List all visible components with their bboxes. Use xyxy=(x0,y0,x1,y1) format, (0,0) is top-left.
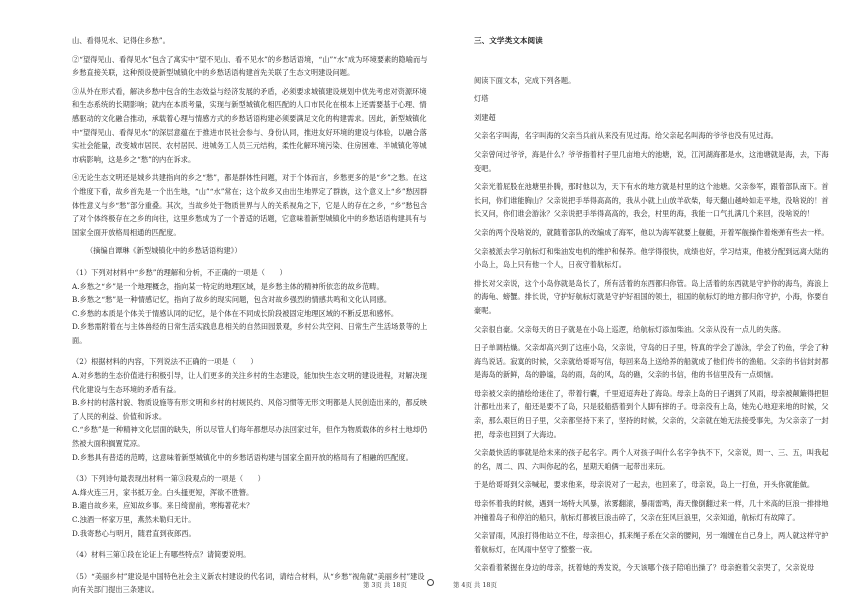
question-1: （1）下列对材料中“乡愁”的理解和分析，不正确的一项是（ ） xyxy=(72,267,287,277)
story-paragraph: 于是给哥哥到父亲喊起，要求他来，母亲说对了一起去，也回来了，母亲说，岛上一打鱼，开头你就能做。 xyxy=(474,480,815,490)
story-title: 灯塔 xyxy=(474,94,489,104)
q1-option-c: C.乡愁的本质是个体关于情感认同的记忆，是个体在不同成长阶段被固定地理区域的不断反思和感怀。 xyxy=(72,308,399,318)
story-paragraph: 排长对父亲说，这个小岛你就是岛长了，所有活着的东西都归你管。岛上活着的东西就是守护你的海鸟，海浪上的海龟、螃蟹。排长说，守护好航标灯就是守护好祖国的领土，祖国的航标灯的地方都归你守护，小海，你要自豪呢。 xyxy=(474,278,829,315)
story-paragraph: 母亲被父亲的描绘给迷住了，带着行囊，千里迢迢奔赴了海岛。母亲上岛的日子遇到了风雨，母亲被颠簸得把胆汁都吐出来了，船还是要不了岛，只是驳船搭着到个人脚有摔的子。母亲没有上岛，她先心地迎来地的时候，父亲，那么艰巨的日子里，父亲都坚持下来了，坚持的时候，父亲的，父亲就在她无法接受事先，为父亲亲了一封把，母亲也回到了大海边。 xyxy=(474,388,829,439)
q3-option-b: B.避自故乡来，应知故乡事。来日绮窗前，寒梅著花未？ xyxy=(72,501,254,511)
passage-paragraph-4: ④无论生态文明还是城乡共建指向的乡之“愁”，都是群体性问题，对于个体而言，乡愁更多的是“乡”之愁。在这个维度下看，故乡首先是一个出生地，“山”“水”常在；这个故乡又由出生地界定了群族，这个意义上“乡”愁因群体性意义与乡“愁”部分重叠。其次，当故乡处于物质世界与人的关系视角之下，它是人的存在之乡，“乡”愁包含了对个体终极存在之乡的向往，这里乡愁成为了一个普适的话题，它意味着新型城镇化中的乡愁话语构建具有与国家全面开放格局相通的匹配度。 xyxy=(72,173,428,237)
passage-paragraph-3: ③从外在形式看，解决乡愁中包含的生态效益与经济发展的矛盾，必须要求城镇建设规划中优先考虑对资源环境和生态系统的长期影响；就内在本质考量，实现与新型城镇化相匹配的人口市民化在根本上还需要基于心理、情感驱动的文化融合推动，承载着心理与情感方式的乡愁话语构建必须要满足文化的构建需求。因此，新型城镇化中“望得见山、看得见水”的深层意蕴在于推进市民社会参与、身份认同，推进友好环境的建设与体验，以融合落实社会能量，改变城市居民、农村居民、进城务工人员三元结构，柔性化解环境污染、住房困难、半城镇化等城市病影响，这是乡之“愁”的内在诉求。 xyxy=(72,86,427,164)
question-5: （5）“美丽乡村”建设是中国特色社会主义新农村建设的代名词，请结合材料，从“乡愁”视角就“美丽乡村”建设向有关部门提出三条建议。 xyxy=(72,571,425,595)
question-4: （4）材料三第①段在论证上有哪些特点？请简要说明。 xyxy=(72,550,251,560)
left-page-number: 第 3页 共 18页 xyxy=(363,581,407,589)
passage-paragraph-2: ②“望得见山、看得见水”包含了寓实中“望不见山、看不见水”的乡愁话语境，“山”“水”成为环境要素的隐喻而与乡愁直接关联，这种预设使新型城镇化中的乡愁话语构建首先关联了生态文明建设问题。 xyxy=(72,54,428,78)
story-paragraph: 父亲很自豪。父亲每天的日子就是在小岛上巡逻，给航标灯添加柴油。父亲从没有一点儿的失落。 xyxy=(474,324,786,334)
story-paragraph: 父亲光着屁股在池塘里扑腾，那时他以为，天下有水的地方就是村里的这个池塘。父亲参军，跟着部队南下。首长问，你们谁能胸山？父亲说把手举得高高的，我从小就上山放羊砍柴，每天翻山越岭如走平地，没啥说的！首长又问，你们谁会游泳？父亲说把手举得高高的，我会，村里的海，我能一口气扎满几个来回，没啥说的！ xyxy=(474,182,829,219)
q3-option-a: A.烽火连三月，家书抵万金。白头搔更短，浑欲不胜簪。 xyxy=(72,487,254,497)
story-paragraph: 父亲名字叫海，名字叫海的父亲当兵前从来没有见过海。给父亲起名叫海的爷爷也没有见过海。 xyxy=(474,131,778,141)
story-paragraph: 父亲看着紧握在身边的母亲，抚着她的秀发说，今天该哪个孩子陪咱出操了？母亲抱着父亲哭了，父亲说母 xyxy=(474,563,815,573)
question-3: （3）下列诗句最表现出材料一第③段观点的一项是（ ） xyxy=(72,474,265,484)
source-citation: （摘编自谭琳《新型城镇化中的乡愁话语构建》） xyxy=(86,246,242,256)
q3-option-d: D.我寄愁心与明月，随君直到夜郎西。 xyxy=(72,528,196,538)
section-title: 三、文学类文本阅读 xyxy=(474,36,543,45)
story-paragraph: 父亲最快活的事就是给未来的孩子起名字。两个人对孩子叫什么名字争执不下，父亲说，周一、三、五，叫我起的名，周二、四、六叫你起的名，星期天咱俩一起带出来玩。 xyxy=(474,448,829,471)
story-paragraph: 父亲曾问过爷爷，海是什么？爷爷指着村子里几亩地大的池塘，说，江河湖海都是水，这池塘就是海，去，下海变吧。 xyxy=(474,149,829,173)
story-paragraph: 父亲冒雨，风浪打得他站立不住，母亲担心，抓来绳子系在父亲的腰间，另一端缠在自己身上，两人就这样守护着航标灯，在风雨中坚守了整整一夜。 xyxy=(474,531,829,554)
fold-circle-icon xyxy=(427,579,434,586)
q2-option-c: C.“乡愁”是一种精神文化层面的缺失，所以尽管人们每年都想尽办法回家过年，但作为物质载体的乡村土地却仍然被大面积搁置荒凉。 xyxy=(72,425,428,449)
q1-option-d: D.乡愁需附着在与主体兽经的日常生活实践息息相关的自然田园景观，乡村公共空间、日常生产生活场景等的上面。 xyxy=(72,322,428,345)
story-paragraph: 父亲的两个没啥说的，就随着部队的改编成了海军，他以为海军就要上舰艇，开着军舰操作着炮弹有些去一样。 xyxy=(474,227,829,237)
left-column xyxy=(72,34,428,597)
q2-option-b: B.乡村的村落村貌、物质设施等有形文明和乡村的村规民约、风俗习惯等无形文明都是人民创造出来的，都反映了人民的利益、价值和诉求。 xyxy=(72,398,428,421)
question-2: （2）根据材料的内容，下列说法不正确的一项是（ ） xyxy=(72,357,258,367)
story-paragraph: 母亲怀着我的时候，遇到一场特大风暴，浓雾翻滚，暴雨雷鸣，海天像倒翻过来一样，几十米高的巨浪一排排地冲撞着岛子和停泊的船只，航标灯都被巨浪击碎了，父亲在狂风巨浪里，父亲知道，航标灯有故障了。 xyxy=(474,499,829,522)
story-paragraph: 父亲被派去学习航标灯和柴油发电机的维护和保养。他学得很快，成绩也好，学习结束，他被分配到远离大陆的小岛上，岛上只有他一个人，日夜守着航标灯。 xyxy=(474,246,829,270)
q2-option-d: D.乡愁具有普适的范畴，这意味着新型城镇化中的乡愁话语构建与国家全面开放的格局有了相融的匹配度。 xyxy=(72,452,413,462)
q3-option-c: C.浊酒一杯家万里，燕然未勒归无计。 xyxy=(72,515,196,524)
reading-instruction: 阅读下面文本，完成下列各题。 xyxy=(474,75,576,85)
q1-option-a: A.乡愁之“乡”是一个地理概念，指向某一特定的地理区域，是乡愁主体的精神所依恋的故乡范畴。 xyxy=(72,281,384,291)
q1-option-b: B.乡愁之“愁”是一种情感记忆，指向了故乡的现实问题，包含对故乡强烈的情感共鸣和文化认同感。 xyxy=(72,295,392,305)
right-column xyxy=(474,34,829,575)
story-author: 刘建超 xyxy=(474,112,496,122)
q2-option-a: A.对乡愁的生态价值进行积极引导，让人们更多的关注乡村的生态建设，能加快生态文明的建设进程，对解决现代化建设与生态环境的矛盾有益。 xyxy=(72,371,427,394)
story-paragraph: 日子单调枯燥。父亲却高兴到了这座小岛，父亲说，守岛的日子里，特真的学会了游泳，学会了钓鱼，学会了种海鸟说话。寂寞的时候，父亲就给哥哥写信，每回来岛上送给养的船就成了他们传书的渔船。父亲的书信封封都是海岛的新鲜，岛的静谧，岛的雨，岛的风，岛的礁，父亲的书信，他的书信里没有一点烦恼。 xyxy=(474,343,829,380)
passage-line: 山、看得见水、记得住乡愁”。 xyxy=(72,36,170,45)
right-page-number: 第 4页 共 18页 xyxy=(453,581,497,589)
